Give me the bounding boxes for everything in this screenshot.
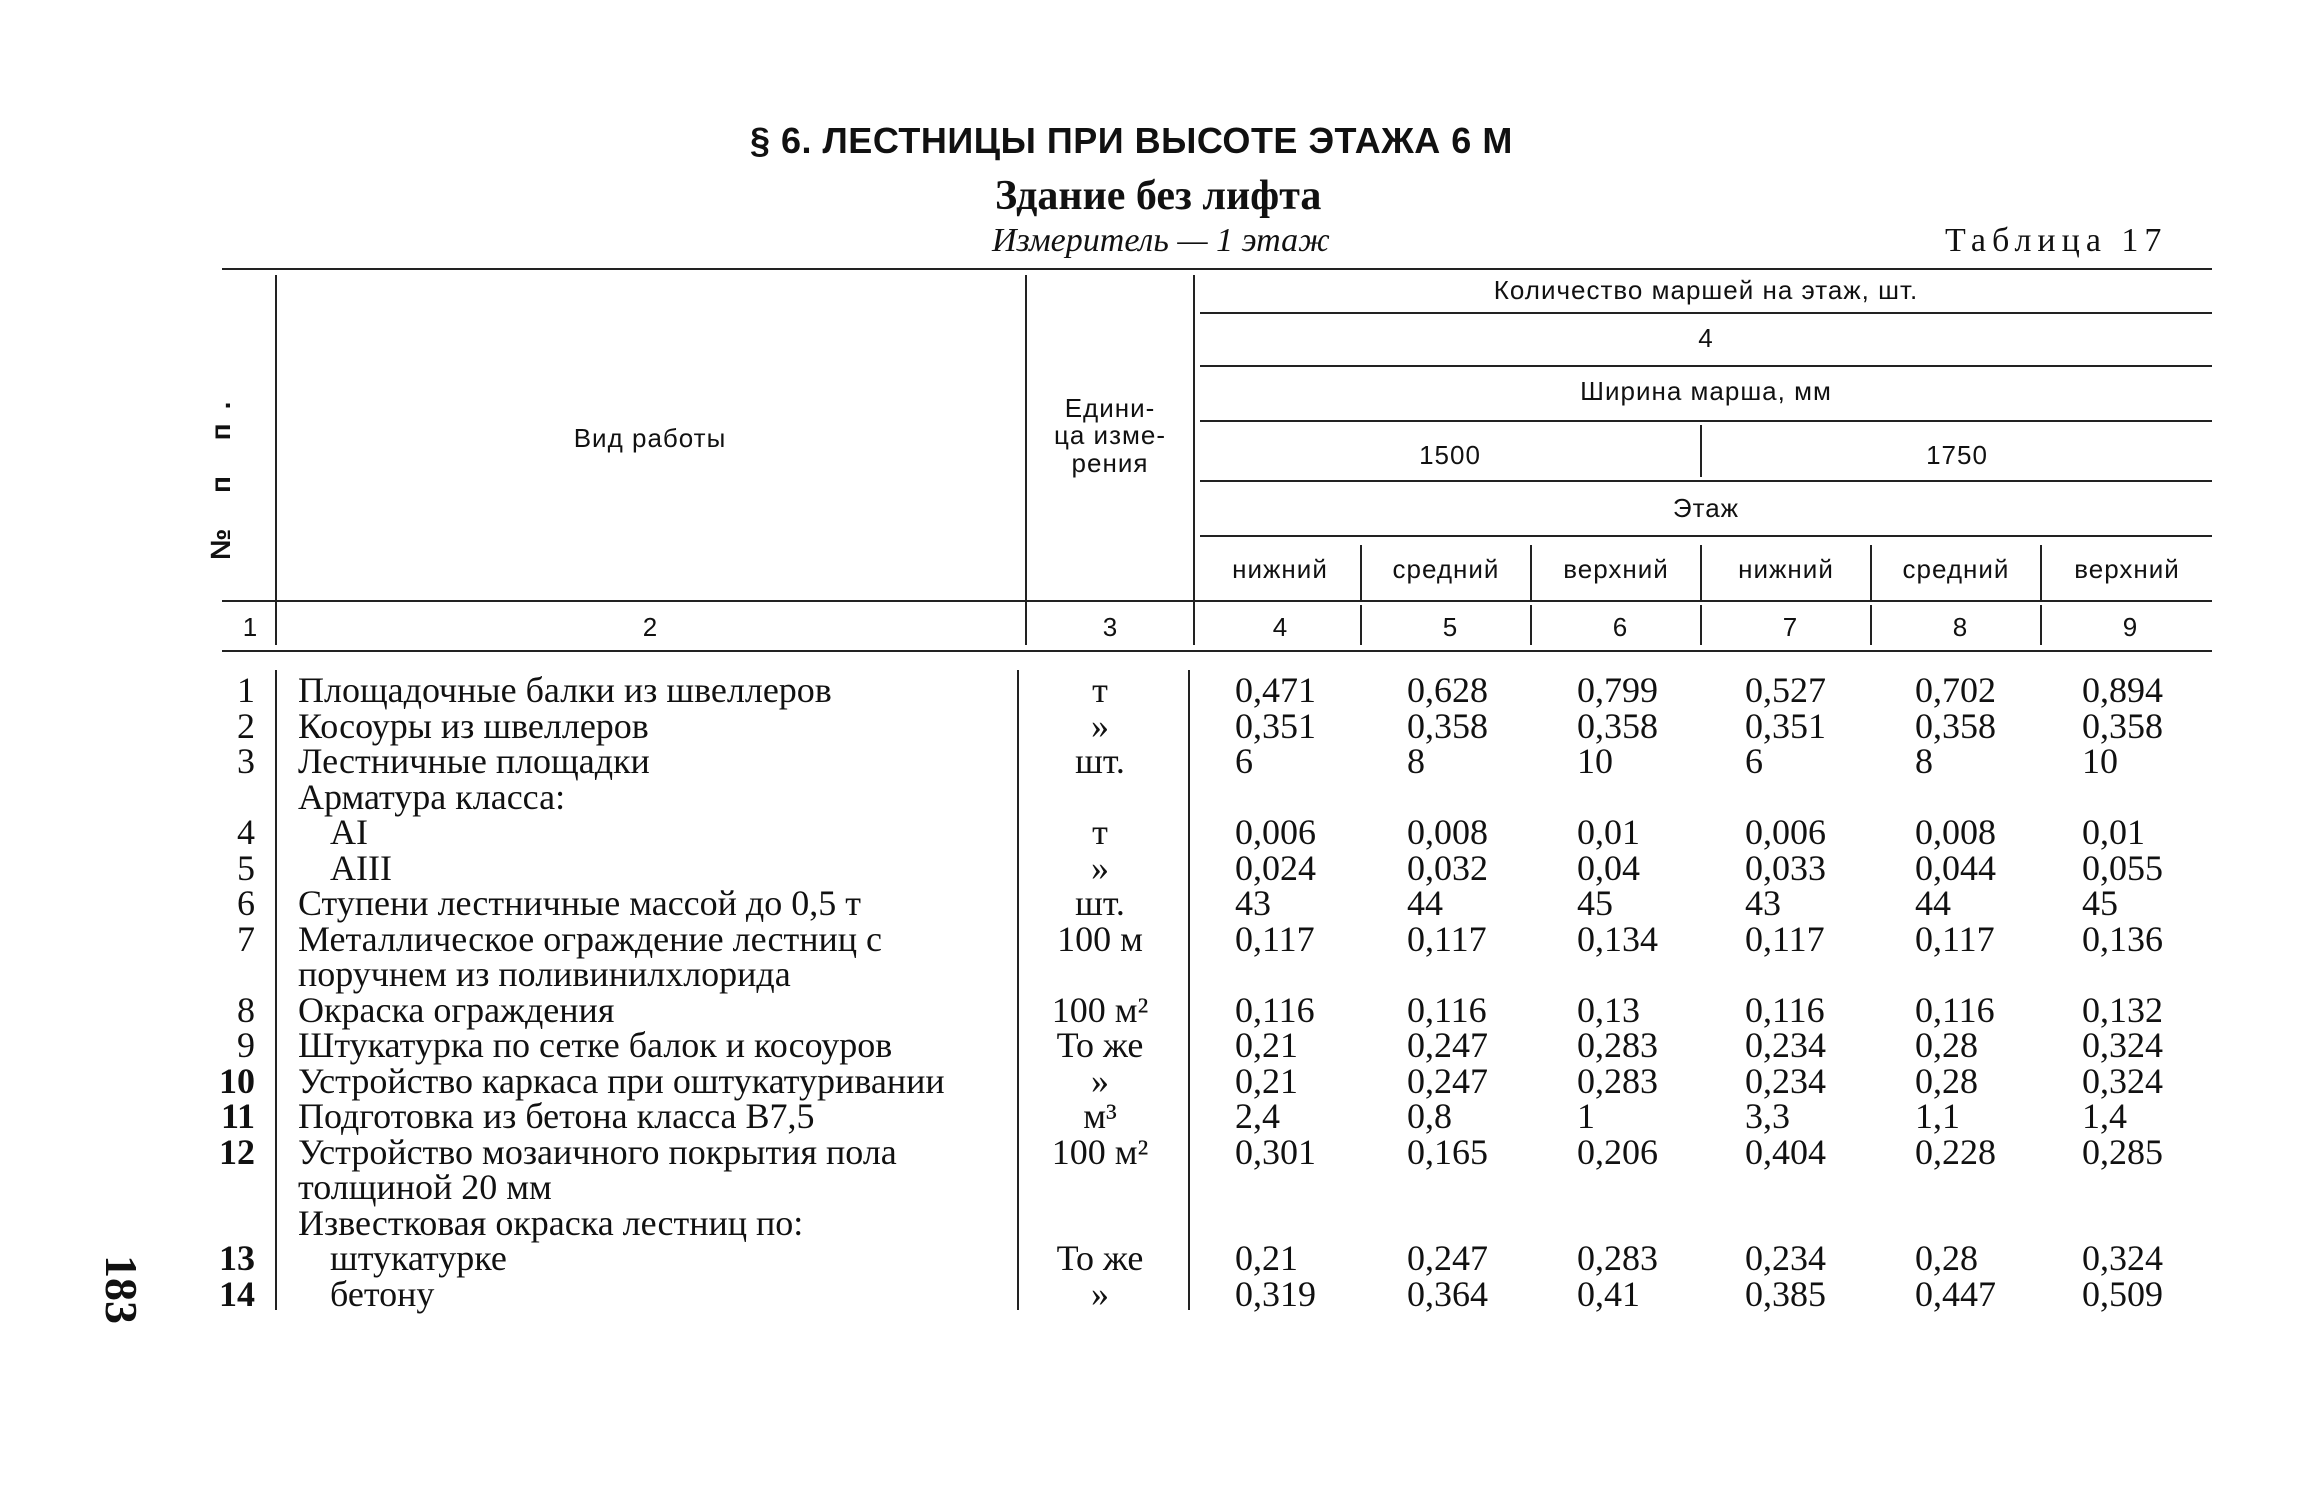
value-cell: 0,234 <box>1745 1238 1826 1278</box>
value-cell: 0,117 <box>1235 919 1315 959</box>
unit-cell: шт. <box>1075 741 1125 781</box>
value-cell: 0,283 <box>1577 1238 1658 1278</box>
col-number: 2 <box>642 612 658 642</box>
value-cell: 0,527 <box>1745 670 1826 710</box>
work-type-cell: бетону <box>330 1274 435 1314</box>
value-cell: 0,055 <box>2082 848 2163 888</box>
work-type-cell: Лестничные площадки <box>298 741 650 781</box>
unit-cell: » <box>1091 848 1109 888</box>
floor-middle-1500: средний <box>1392 554 1500 584</box>
value-cell: 1 <box>1577 1096 1595 1136</box>
value-cell: 0,117 <box>1915 919 1995 959</box>
value-cell: 0,351 <box>1745 706 1826 746</box>
value-cell: 0,404 <box>1745 1132 1826 1172</box>
col-number: 7 <box>1782 612 1798 642</box>
value-cell: 0,41 <box>1577 1274 1640 1314</box>
work-type-cell: Косоуры из швеллеров <box>298 706 649 746</box>
work-type-cell: Подготовка из бетона класса В7,5 <box>298 1096 815 1136</box>
value-cell: 0,117 <box>1407 919 1487 959</box>
value-cell: 0,628 <box>1407 670 1488 710</box>
value-cell: 0,28 <box>1915 1238 1978 1278</box>
value-cell: 0,01 <box>2082 812 2145 852</box>
unit-cell: шт. <box>1075 883 1125 923</box>
subtitle: Здание без лифта <box>995 173 1322 219</box>
value-cell: 0,132 <box>2082 990 2163 1030</box>
value-cell: 0,324 <box>2082 1238 2163 1278</box>
work-type-cell: AI <box>330 812 368 852</box>
work-type-cell: поручнем из поливинилхлорида <box>298 954 791 994</box>
work-type-cell: Ступени лестничные массой до 0,5 т <box>298 883 861 923</box>
value-cell: 43 <box>1235 883 1271 923</box>
value-cell: 8 <box>1407 741 1425 781</box>
value-cell: 0,509 <box>2082 1274 2163 1314</box>
value-cell: 0,358 <box>1407 706 1488 746</box>
value-cell: 43 <box>1745 883 1781 923</box>
value-cell: 0,008 <box>1407 812 1488 852</box>
value-cell: 0,385 <box>1745 1274 1826 1314</box>
value-cell: 0,21 <box>1235 1238 1298 1278</box>
unit-cell: т <box>1092 812 1108 852</box>
value-cell: 0,136 <box>2082 919 2163 959</box>
work-type-cell: Устройство мозаичного покрытия пола <box>298 1132 897 1172</box>
row-number: 10 <box>219 1061 255 1101</box>
col-number: 4 <box>1272 612 1288 642</box>
row-number: 14 <box>219 1274 255 1314</box>
flights-count-value: 4 <box>1698 323 1714 353</box>
measure-unit-caption: Измеритель — 1 этаж <box>992 222 1330 259</box>
table-label: Таблица 17 <box>1945 222 2168 259</box>
unit-cell: т <box>1092 670 1108 710</box>
value-cell: 0,116 <box>1407 990 1487 1030</box>
row-number: 3 <box>237 741 255 781</box>
width-1750-header: 1750 <box>1926 440 1988 470</box>
col-number: 3 <box>1102 612 1118 642</box>
row-number: 7 <box>237 919 255 959</box>
work-type-cell: Площадочные балки из швеллеров <box>298 670 832 710</box>
work-type-header: Вид работы <box>573 423 727 453</box>
unit-cell: м³ <box>1083 1096 1117 1136</box>
value-cell: 8 <box>1915 741 1933 781</box>
value-cell: 1,4 <box>2082 1096 2127 1136</box>
value-cell: 0,358 <box>1915 706 1996 746</box>
work-type-cell: Металлическое ограждение лестниц с <box>298 919 882 959</box>
value-cell: 10 <box>1577 741 1613 781</box>
value-cell: 0,319 <box>1235 1274 1316 1314</box>
unit-header-line: рения <box>1071 447 1149 478</box>
value-cell: 0,324 <box>2082 1061 2163 1101</box>
value-cell: 0,28 <box>1915 1061 1978 1101</box>
value-cell: 2,4 <box>1235 1096 1280 1136</box>
value-cell: 0,21 <box>1235 1061 1298 1101</box>
unit-cell: » <box>1091 1061 1109 1101</box>
value-cell: 3,3 <box>1745 1096 1790 1136</box>
unit-header-line: ца изме- <box>1053 420 1166 451</box>
value-cell: 0,247 <box>1407 1061 1488 1101</box>
value-cell: 0,134 <box>1577 919 1658 959</box>
row-number-header: № п п. <box>205 387 236 560</box>
work-type-cell: толщиной 20 мм <box>298 1167 552 1207</box>
row-number: 5 <box>237 848 255 888</box>
unit-cell: 100 м² <box>1051 990 1149 1030</box>
work-type-cell: Устройство каркаса при оштукатуривании <box>298 1061 945 1101</box>
unit-header-line: Едини- <box>1064 393 1156 423</box>
unit-cell: То же <box>1056 1238 1144 1278</box>
work-type-cell: Арматура класса: <box>298 777 566 817</box>
value-cell: 0,8 <box>1407 1096 1452 1136</box>
value-cell: 0,283 <box>1577 1061 1658 1101</box>
value-cell: 0,04 <box>1577 848 1640 888</box>
page-number: 183 <box>96 1255 147 1324</box>
row-number: 12 <box>219 1132 255 1172</box>
value-cell: 0,702 <box>1915 670 1996 710</box>
width-1500-header: 1500 <box>1419 440 1481 470</box>
row-number: 2 <box>237 706 255 746</box>
row-number: 4 <box>237 812 255 852</box>
value-cell: 0,116 <box>1915 990 1995 1030</box>
work-type-cell: штукатурке <box>330 1238 507 1278</box>
value-cell: 0,234 <box>1745 1025 1826 1065</box>
value-cell: 0,247 <box>1407 1025 1488 1065</box>
row-number: 1 <box>237 670 255 710</box>
value-cell: 44 <box>1407 883 1443 923</box>
value-cell: 0,01 <box>1577 812 1640 852</box>
value-cell: 0,116 <box>1235 990 1315 1030</box>
value-cell: 0,799 <box>1577 670 1658 710</box>
value-cell: 0,032 <box>1407 848 1488 888</box>
col-number: 5 <box>1442 612 1458 642</box>
floor-upper-1750: верхний <box>2074 554 2180 584</box>
col-number: 9 <box>2122 612 2138 642</box>
value-cell: 0,116 <box>1745 990 1825 1030</box>
work-type-cell: AIII <box>330 848 392 888</box>
col-number: 1 <box>242 612 258 642</box>
floor-header: Этаж <box>1672 493 1740 523</box>
unit-cell: » <box>1091 706 1109 746</box>
value-cell: 0,206 <box>1577 1132 1658 1172</box>
value-cell: 0,247 <box>1407 1238 1488 1278</box>
row-number: 13 <box>219 1238 255 1278</box>
value-cell: 0,228 <box>1915 1132 1996 1172</box>
value-cell: 44 <box>1915 883 1951 923</box>
floor-upper-1500: верхний <box>1563 554 1669 584</box>
value-cell: 0,285 <box>2082 1132 2163 1172</box>
value-cell: 6 <box>1235 741 1253 781</box>
value-cell: 0,324 <box>2082 1025 2163 1065</box>
value-cell: 45 <box>2082 883 2118 923</box>
value-cell: 0,006 <box>1745 812 1826 852</box>
row-number: 9 <box>237 1025 255 1065</box>
value-cell: 0,364 <box>1407 1274 1488 1314</box>
value-cell: 0,28 <box>1915 1025 1978 1065</box>
row-number: 8 <box>237 990 255 1030</box>
section-title: § 6. ЛЕСТНИЦЫ ПРИ ВЫСОТЕ ЭТАЖА 6 М <box>750 120 1513 161</box>
value-cell: 0,006 <box>1235 812 1316 852</box>
value-cell: 0,234 <box>1745 1061 1826 1101</box>
unit-cell: » <box>1091 1274 1109 1314</box>
unit-cell: 100 м² <box>1051 1132 1149 1172</box>
row-number: 6 <box>237 883 255 923</box>
value-cell: 0,008 <box>1915 812 1996 852</box>
floor-middle-1750: средний <box>1902 554 2010 584</box>
value-cell: 0,471 <box>1235 670 1316 710</box>
work-type-cell: Окраска ограждения <box>298 990 615 1030</box>
value-cell: 0,044 <box>1915 848 1996 888</box>
value-cell: 45 <box>1577 883 1613 923</box>
value-cell: 6 <box>1745 741 1763 781</box>
value-cell: 0,283 <box>1577 1025 1658 1065</box>
unit-cell: 100 м <box>1057 919 1143 959</box>
value-cell: 0,13 <box>1577 990 1640 1030</box>
value-cell: 0,301 <box>1235 1132 1316 1172</box>
floor-lower-1750: нижний <box>1738 554 1834 584</box>
value-cell: 0,894 <box>2082 670 2163 710</box>
flight-width-header: Ширина марша, мм <box>1580 376 1832 406</box>
value-cell: 0,358 <box>2082 706 2163 746</box>
value-cell: 0,351 <box>1235 706 1316 746</box>
unit-header <box>1035 395 1185 477</box>
value-cell: 0,21 <box>1235 1025 1298 1065</box>
value-cell: 0,117 <box>1745 919 1825 959</box>
value-cell: 10 <box>2082 741 2118 781</box>
work-type-cell: Известковая окраска лестниц по: <box>298 1203 804 1243</box>
value-cell: 0,033 <box>1745 848 1826 888</box>
value-cell: 0,165 <box>1407 1132 1488 1172</box>
value-cell: 1,1 <box>1915 1096 1960 1136</box>
value-cell: 0,358 <box>1577 706 1658 746</box>
value-cell: 0,447 <box>1915 1274 1996 1314</box>
col-number: 8 <box>1952 612 1968 642</box>
floor-lower-1500: нижний <box>1232 554 1328 584</box>
col-number: 6 <box>1612 612 1628 642</box>
work-type-cell: Штукатурка по сетке балок и косоуров <box>298 1025 893 1065</box>
flights-count-header: Количество маршей на этаж, шт. <box>1493 275 1919 305</box>
unit-cell: То же <box>1056 1025 1144 1065</box>
row-number: 11 <box>220 1096 255 1136</box>
value-cell: 0,024 <box>1235 848 1316 888</box>
